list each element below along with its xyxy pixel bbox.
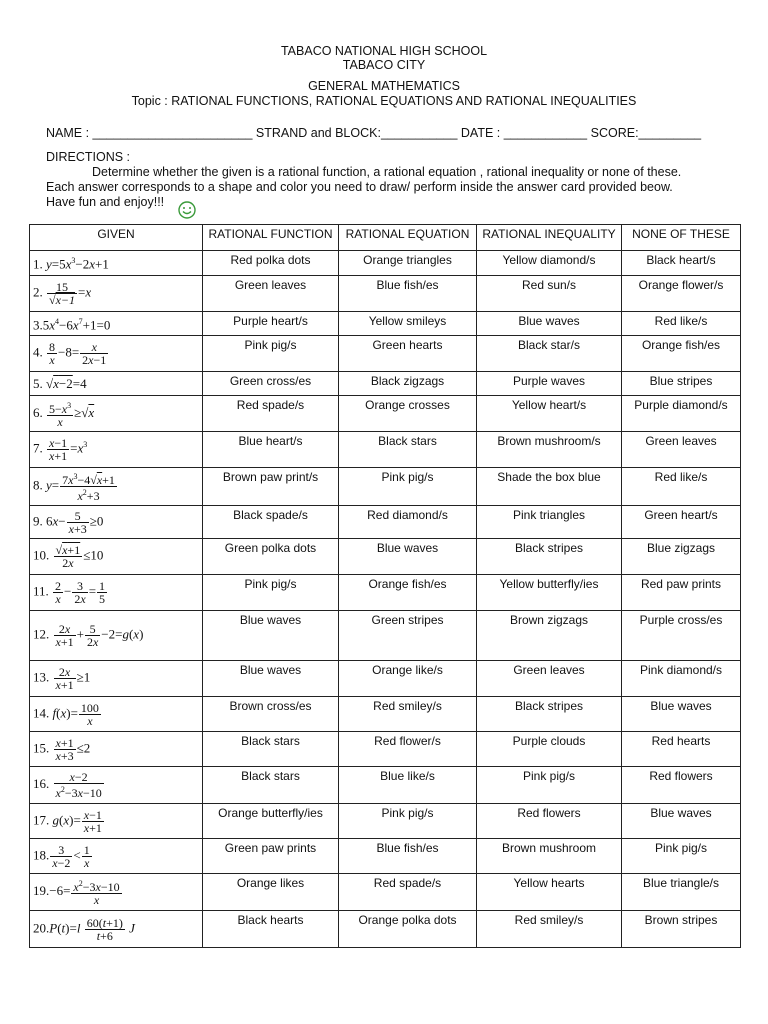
directions-line-2: Each answer corresponds to a shape and color you need to draw/ perform inside the answer card provided beow.	[46, 180, 673, 194]
answer-rational-inequality-5: Purple waves	[477, 372, 622, 396]
answer-rational-function-16: Black stars	[203, 767, 339, 804]
answer-rational-function-5: Green cross/es	[203, 372, 339, 396]
answer-rational-inequality-3: Blue waves	[477, 312, 622, 336]
answer-rational-function-8: Brown paw print/s	[203, 468, 339, 506]
answer-rational-equation-12: Green stripes	[339, 611, 477, 661]
given-16: 16. $\frac{x-2}{x^2-3x-10}$	[30, 767, 203, 804]
directions-line-1: Determine whether the given is a rational function, a rational equation , rational inequality or none of these.	[92, 165, 682, 179]
table-row	[30, 506, 741, 539]
answer-none-of-these-5: Blue stripes	[622, 372, 741, 396]
answer-rational-function-9: Black spade/s	[203, 506, 339, 539]
answer-rational-inequality-7: Brown mushroom/s	[477, 432, 622, 468]
table-row	[30, 911, 741, 948]
table-row	[30, 661, 741, 697]
table-row	[30, 312, 741, 336]
answer-rational-function-7: Blue heart/s	[203, 432, 339, 468]
answer-rational-inequality-18: Brown mushroom	[477, 839, 622, 874]
given-14: 14. f(x)= $\frac{100}{x}$	[30, 697, 203, 732]
table-row	[30, 767, 741, 804]
answer-rational-equation-17: Pink pig/s	[339, 804, 477, 839]
answer-rational-function-2: Green leaves	[203, 276, 339, 312]
given-15: 15. $\frac{x+1}{x+3}$ ≤2	[30, 732, 203, 767]
given-5: 5. √x−2=4	[30, 372, 203, 396]
info-line: NAME : _______________________ STRAND and BLOCK:___________ DATE : ____________ SCORE:_________	[46, 126, 702, 140]
col-rational-equation: RATIONAL EQUATION	[339, 225, 477, 251]
col-given: GIVEN	[30, 225, 203, 251]
answer-rational-equation-18: Blue fish/es	[339, 839, 477, 874]
answer-rational-equation-6: Orange crosses	[339, 396, 477, 432]
answer-none-of-these-10: Blue zigzags	[622, 539, 741, 575]
answer-rational-equation-3: Yellow smileys	[339, 312, 477, 336]
answer-rational-function-13: Blue waves	[203, 661, 339, 697]
given-10: 10. $\frac{√x+1}{2x}$ ≤10	[30, 539, 203, 575]
answer-none-of-these-18: Pink pig/s	[622, 839, 741, 874]
table-row	[30, 732, 741, 767]
answer-rational-inequality-8: Shade the box blue	[477, 468, 622, 506]
answer-rational-equation-10: Blue waves	[339, 539, 477, 575]
answer-rational-function-11: Pink pig/s	[203, 575, 339, 611]
answer-rational-equation-7: Black stars	[339, 432, 477, 468]
answer-rational-equation-4: Green hearts	[339, 336, 477, 372]
given-6: 6. $\frac{5-x^3}{x}$ ≥√x	[30, 396, 203, 432]
answer-rational-inequality-14: Black stripes	[477, 697, 622, 732]
answer-none-of-these-13: Pink diamond/s	[622, 661, 741, 697]
given-13: 13. $\frac{2x}{x+1}$ ≥1	[30, 661, 203, 697]
col-none-of-these: NONE OF THESE	[622, 225, 741, 251]
smiley-face-icon	[177, 200, 197, 220]
answer-rational-function-6: Red spade/s	[203, 396, 339, 432]
table-row	[30, 336, 741, 372]
topic-line: Topic : RATIONAL FUNCTIONS, RATIONAL EQUATIONS AND RATIONAL INEQUALITIES	[131, 94, 637, 108]
table-row	[30, 611, 741, 661]
table-row	[30, 874, 741, 911]
answer-rational-equation-11: Orange fish/es	[339, 575, 477, 611]
given-12: 12. $\frac{2x}{x+1}$ + $\frac{5}{2x}$ −2=g(x)	[30, 611, 203, 661]
answer-rational-inequality-9: Pink triangles	[477, 506, 622, 539]
table-row	[30, 575, 741, 611]
table-row	[30, 468, 741, 506]
answer-rational-inequality-19: Yellow hearts	[477, 874, 622, 911]
answer-none-of-these-2: Orange flower/s	[622, 276, 741, 312]
answer-none-of-these-7: Green leaves	[622, 432, 741, 468]
answer-rational-function-17: Orange butterfly/ies	[203, 804, 339, 839]
answer-rational-equation-2: Blue fish/es	[339, 276, 477, 312]
given-19: 19.−6= $\frac{x^2-3x-10}{x}$	[30, 874, 203, 911]
answer-rational-inequality-10: Black stripes	[477, 539, 622, 575]
answer-rational-equation-20: Orange polka dots	[339, 911, 477, 948]
answer-none-of-these-6: Purple diamond/s	[622, 396, 741, 432]
table-row	[30, 276, 741, 312]
given-18: 18. $\frac{3}{x-2}$ < $\frac{1}{x}$	[30, 839, 203, 874]
answer-table	[29, 224, 741, 948]
answer-rational-function-20: Black hearts	[203, 911, 339, 948]
answer-none-of-these-8: Red like/s	[622, 468, 741, 506]
answer-rational-equation-1: Orange triangles	[339, 251, 477, 276]
given-1: 1. $y=5x^3-2x+1$	[30, 251, 203, 276]
answer-rational-function-1: Red polka dots	[203, 251, 339, 276]
answer-rational-function-19: Orange likes	[203, 874, 339, 911]
answer-rational-function-3: Purple heart/s	[203, 312, 339, 336]
answer-rational-function-4: Pink pig/s	[203, 336, 339, 372]
answer-none-of-these-14: Blue waves	[622, 697, 741, 732]
answer-rational-inequality-17: Red flowers	[477, 804, 622, 839]
answer-none-of-these-15: Red hearts	[622, 732, 741, 767]
col-rational-inequality: RATIONAL INEQUALITY	[477, 225, 622, 251]
table-row	[30, 539, 741, 575]
given-17: 17. g(x)= $\frac{x-1}{x+1}$	[30, 804, 203, 839]
answer-rational-inequality-16: Pink pig/s	[477, 767, 622, 804]
answer-rational-inequality-4: Black star/s	[477, 336, 622, 372]
directions-label: DIRECTIONS :	[46, 150, 131, 164]
answer-none-of-these-11: Red paw prints	[622, 575, 741, 611]
school-name: TABACO NATIONAL HIGH SCHOOL	[280, 44, 488, 58]
answer-none-of-these-12: Purple cross/es	[622, 611, 741, 661]
table-row	[30, 697, 741, 732]
answer-rational-function-12: Blue waves	[203, 611, 339, 661]
given-20: 20.P(t)=l $\frac{60(t+1)}{t+6}$ J	[30, 911, 203, 948]
answer-rational-inequality-2: Red sun/s	[477, 276, 622, 312]
answer-rational-inequality-15: Purple clouds	[477, 732, 622, 767]
answer-rational-inequality-11: Yellow butterfly/ies	[477, 575, 622, 611]
table-header-row	[30, 225, 741, 251]
given-8: 8. y= $\frac{7x^3-4√x+1}{x^2+3}$	[30, 468, 203, 506]
answer-none-of-these-17: Blue waves	[622, 804, 741, 839]
answer-none-of-these-3: Red like/s	[622, 312, 741, 336]
given-2: 2. $\frac{15}{√x-1}$ =x	[30, 276, 203, 312]
answer-none-of-these-1: Black heart/s	[622, 251, 741, 276]
answer-rational-equation-16: Blue like/s	[339, 767, 477, 804]
answer-none-of-these-20: Brown stripes	[622, 911, 741, 948]
answer-rational-function-15: Black stars	[203, 732, 339, 767]
city-name: TABACO CITY	[342, 58, 426, 72]
answer-none-of-these-16: Red flowers	[622, 767, 741, 804]
answer-rational-function-18: Green paw prints	[203, 839, 339, 874]
table-row	[30, 432, 741, 468]
answer-rational-inequality-20: Red smiley/s	[477, 911, 622, 948]
answer-rational-inequality-12: Brown zigzags	[477, 611, 622, 661]
answer-rational-function-14: Brown cross/es	[203, 697, 339, 732]
table-row	[30, 251, 741, 276]
answer-rational-equation-13: Orange like/s	[339, 661, 477, 697]
answer-rational-equation-19: Red spade/s	[339, 874, 477, 911]
given-9: 9. 6x− $\frac{5}{x+3}$ ≥0	[30, 506, 203, 539]
answer-rational-inequality-1: Yellow diamond/s	[477, 251, 622, 276]
directions-line-3: Have fun and enjoy!!!	[46, 195, 165, 209]
answer-rational-equation-5: Black zigzags	[339, 372, 477, 396]
table-row	[30, 804, 741, 839]
col-rational-function: RATIONAL FUNCTION	[203, 225, 339, 251]
given-3: $3.5x^4-6x^7+1=0$	[30, 312, 203, 336]
answer-rational-equation-15: Red flower/s	[339, 732, 477, 767]
given-11: 11. $\frac{2}{x}$ − $\frac{3}{2x}$ = $\frac{1}{5}$	[30, 575, 203, 611]
answer-none-of-these-19: Blue triangle/s	[622, 874, 741, 911]
subject-title: GENERAL MATHEMATICS	[308, 79, 460, 93]
given-4: 4. $\frac{8}{x}$ −8= $\frac{x}{2x-1}$	[30, 336, 203, 372]
table-row	[30, 839, 741, 874]
answer-none-of-these-9: Green heart/s	[622, 506, 741, 539]
table-row	[30, 396, 741, 432]
table-row	[30, 372, 741, 396]
answer-rational-inequality-13: Green leaves	[477, 661, 622, 697]
answer-none-of-these-4: Orange fish/es	[622, 336, 741, 372]
answer-rational-equation-8: Pink pig/s	[339, 468, 477, 506]
given-7: 7. $\frac{x-1}{x+1}$ $=x^3$	[30, 432, 203, 468]
answer-rational-inequality-6: Yellow heart/s	[477, 396, 622, 432]
answer-rational-equation-9: Red diamond/s	[339, 506, 477, 539]
answer-rational-equation-14: Red smiley/s	[339, 697, 477, 732]
answer-rational-function-10: Green polka dots	[203, 539, 339, 575]
